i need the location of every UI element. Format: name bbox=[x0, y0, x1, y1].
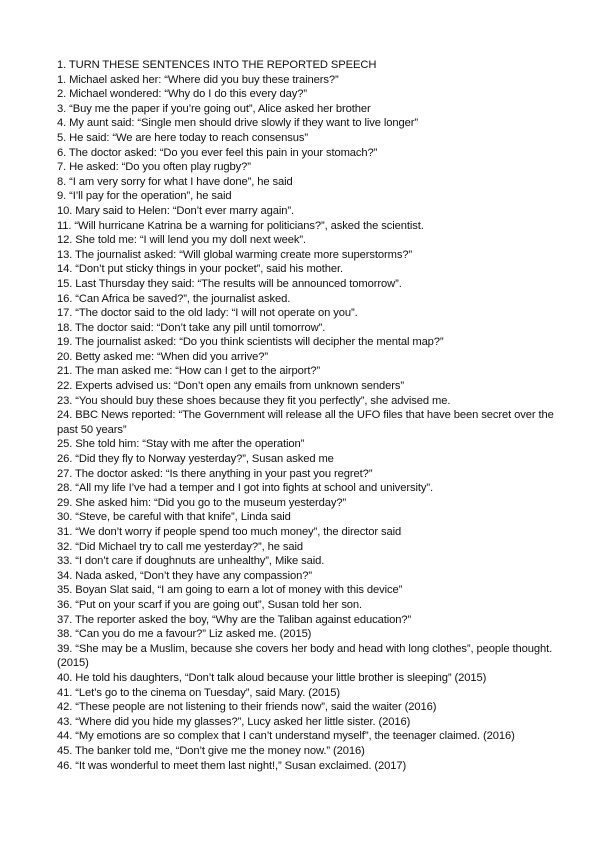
sentence-item: 26. “Did they fly to Norway yesterday?”, Susan asked me bbox=[57, 453, 334, 466]
sentence-item: 40. He told his daughters, “Don’t talk aloud because your little brother is sleeping” (2015) bbox=[57, 671, 487, 684]
sentence-item: 6. The doctor asked: “Do you ever feel this pain in your stomach?” bbox=[57, 146, 378, 159]
sentence-item: 23. “You should buy these shoes because they fit you perfectly”, she advised me. bbox=[57, 394, 451, 407]
sentence-item: 13. The journalist asked: “Will global warming create more superstorms?” bbox=[57, 248, 413, 261]
sentence-item: 37. The reporter asked the boy, “Why are the Taliban against education?” bbox=[57, 613, 412, 626]
sentence-item: 1. Michael asked her: “Where did you buy these trainers?” bbox=[57, 73, 339, 86]
sentence-item: 29. She asked him: “Did you go to the museum yesterday?” bbox=[57, 496, 347, 509]
sentence-item: 22. Experts advised us: “Don’t open any emails from unknown senders” bbox=[57, 380, 405, 393]
sentence-item: 18. The doctor said: “Don’t take any pill until tomorrow”. bbox=[57, 321, 326, 334]
sentence-item: 17. “The doctor said to the old lady: “I will not operate on you”. bbox=[57, 307, 358, 320]
sentence-item: 41. “Let’s go to the cinema on Tuesday”, said Mary. (2015) bbox=[57, 686, 340, 699]
sentence-item: 44. “My emotions are so complex that I can’t understand myself”, the teenager claimed. (2016) bbox=[57, 730, 515, 743]
sentence-item: 11. “Will hurricane Katrina be a warning for politicians?”, asked the scientist. bbox=[57, 219, 424, 232]
sentence-item: 5. He said: “We are here today to reach consensus” bbox=[57, 131, 308, 144]
sentence-item: 24. BBC News reported: “The Government will release all the UFO files that have been secret over the past 50 years” bbox=[57, 409, 557, 436]
sentence-item: 14. “Don’t put sticky things in your pocket”, said his mother. bbox=[57, 263, 344, 276]
sentence-item: 21. The man asked me: “How can I get to the airport?” bbox=[57, 365, 321, 378]
sentence-item: 27. The doctor asked: “Is there anything in your past you regret?” bbox=[57, 467, 373, 480]
sentence-item: 43. “Where did you hide my glasses?”, Lucy asked her little sister. (2016) bbox=[57, 715, 411, 728]
sentence-item: 39. “She may be a Muslim, because she covers her body and head with long clothes”, people thought. (2015) bbox=[57, 642, 556, 670]
sentence-item: 16. “Can Africa be saved?”, the journalist asked. bbox=[57, 292, 291, 305]
sentence-item: 12. She told me: “I will lend you my doll next week”. bbox=[57, 234, 307, 247]
sentence-item: 19. The journalist asked: “Do you think scientists will decipher the mental map?” bbox=[57, 336, 444, 349]
sentence-item: 3. “Buy me the paper if you’re going out”, Alice asked her brother bbox=[57, 102, 371, 115]
worksheet bbox=[57, 58, 557, 773]
sentence-item: 10. Mary said to Helen: “Don’t ever marry again”. bbox=[57, 204, 294, 217]
sentence-item: 7. He asked: “Do you often play rugby?” bbox=[57, 161, 251, 174]
sentence-item: 42. “These people are not listening to their friends now”, said the waiter (2016) bbox=[57, 701, 437, 714]
sentence-item: 2. Michael wondered: “Why do I do this every day?” bbox=[57, 88, 307, 101]
sentence-item: 25. She told him: “Stay with me after the operation” bbox=[57, 438, 305, 451]
sentence-item: 31. “We don’t worry if people spend too much money”, the director said bbox=[57, 526, 402, 538]
sentence-item: 32. “Did Michael try to call me yesterday?”, he said bbox=[57, 540, 304, 553]
sentence-item: 30. “Steve, be careful with that knife”, Linda said bbox=[57, 511, 291, 524]
sentence-item: 9. “I’ll pay for the operation”, he said bbox=[57, 190, 232, 203]
sentence-item: 38. “Can you do me a favour?” Liz asked me. (2015) bbox=[57, 628, 312, 641]
sentence-item: 8. “I am very sorry for what I have done”, he said bbox=[57, 175, 293, 188]
sentence-item: 36. “Put on your scarf if you are going out”, Susan told her son. bbox=[57, 598, 363, 611]
sentence-item: 15. Last Thursday they said: “The results will be announced tomorrow”. bbox=[57, 277, 402, 290]
sentence-item: 46. “It was wonderful to meet them last night!,” Susan exclaimed. (2017) bbox=[57, 759, 407, 772]
sentence-item: 28. “All my life I’ve had a temper and I got into fights at school and university”. bbox=[57, 482, 433, 495]
sentence-item: 4. My aunt said: “Single men should drive slowly if they want to live longer” bbox=[57, 117, 419, 130]
sentence-item: 33. “I don’t care if doughnuts are unhealthy”, Mike said. bbox=[57, 555, 325, 568]
sentence-item: 34. Nada asked, “Don’t they have any compassion?” bbox=[57, 569, 313, 582]
sentence-list bbox=[57, 73, 557, 774]
worksheet-title: 1. TURN THESE SENTENCES INTO THE REPORTED SPEECH bbox=[57, 59, 377, 71]
sentence-item: 35. Boyan Slat said, “I am going to earn a lot of money with this device” bbox=[57, 584, 403, 597]
sentence-item: 20. Betty asked me: “When did you arrive?” bbox=[57, 350, 268, 363]
sentence-item: 45. The banker told me, “Don’t give me the money now.” (2016) bbox=[57, 744, 365, 757]
